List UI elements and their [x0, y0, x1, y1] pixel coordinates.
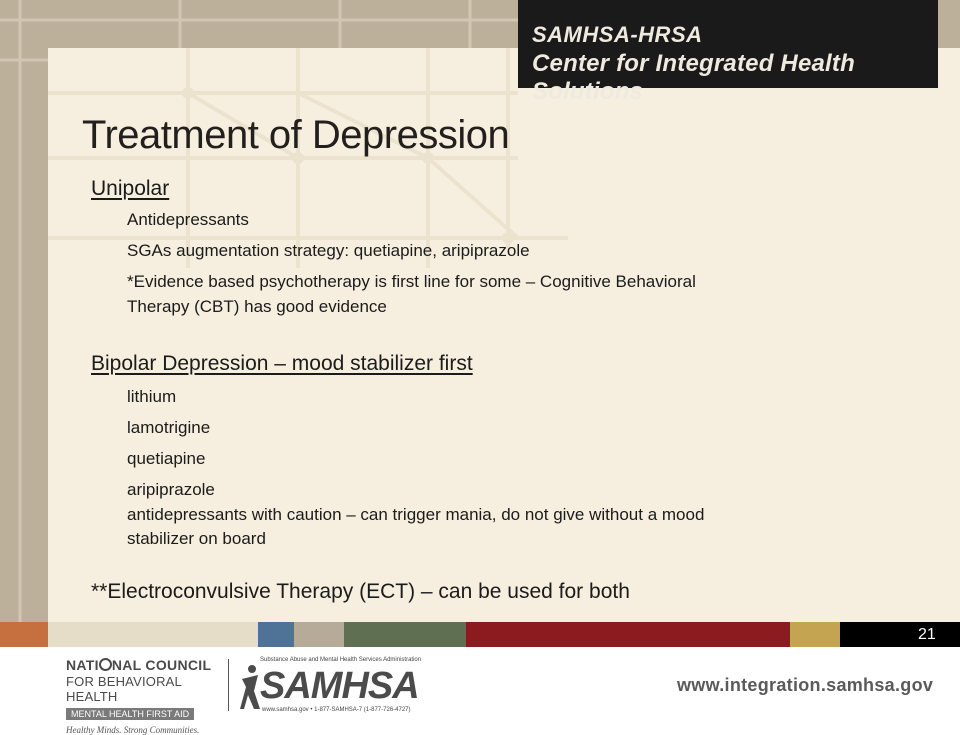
header-org-name: SAMHSA-HRSA: [532, 22, 703, 47]
samhsa-wordmark: SAMHSA: [260, 665, 419, 707]
color-band-segment: [790, 622, 840, 647]
bipolar-item-antidepressants-cont: stabilizer on board: [127, 529, 266, 548]
nc-title-part-b: NAL COUNCIL: [111, 657, 212, 673]
ect-line: **Electroconvulsive Therapy (ECT) – can be used for both: [91, 580, 630, 603]
nc-title-part-a: NATI: [66, 657, 99, 673]
website-url: www.integration.samhsa.gov: [677, 675, 934, 695]
color-band-segment: [258, 622, 294, 647]
bipolar-item-aripiprazole: aripiprazole: [127, 480, 215, 499]
bipolar-item-lamotrigine: lamotrigine: [127, 418, 211, 437]
page-number: 21: [918, 626, 936, 643]
nc-subtitle: FOR BEHAVIORAL HEALTH: [66, 674, 182, 704]
nc-mhfa-badge: MENTAL HEALTH FIRST AID: [66, 708, 194, 720]
unipolar-item-psychotherapy: *Evidence based psychotherapy is first line for some – Cognitive Behavioral: [127, 272, 696, 291]
unipolar-item-antidepressants: Antidepressants: [127, 210, 249, 229]
slide-title: Treatment of Depression: [82, 113, 510, 157]
nc-tagline: Healthy Minds. Strong Communities.: [66, 725, 200, 735]
color-band-segment: [466, 622, 790, 647]
color-band: [0, 622, 960, 647]
samhsa-figure-icon: [240, 657, 260, 713]
color-band-segment: [840, 622, 960, 647]
samhsa-contact: www.samhsa.gov • 1-877-SAMHSA-7 (1-877-726-4727): [262, 707, 411, 713]
footer: [0, 647, 960, 735]
footer-divider: [228, 659, 229, 711]
bipolar-item-lithium: lithium: [127, 387, 177, 406]
header-center-name: Center for Integrated Health Solutions: [532, 50, 855, 105]
national-council-logo: [66, 657, 226, 735]
color-band-segment: [0, 622, 48, 647]
header-banner: [518, 0, 938, 105]
bipolar-item-antidepressants: antidepressants with caution – can trigger mania, do not give without a mood: [127, 505, 705, 524]
samhsa-logo: [240, 657, 440, 713]
color-band-segment: [48, 622, 258, 647]
bipolar-item-quetiapine: quetiapine: [127, 449, 206, 468]
unipolar-heading: Unipolar: [91, 177, 170, 200]
nc-o-circle-icon: [99, 658, 112, 671]
color-band-segment: [294, 622, 344, 647]
bipolar-heading: Bipolar Depression – mood stabilizer first: [91, 352, 473, 375]
color-band-segment: [344, 622, 466, 647]
unipolar-item-psychotherapy-cont: Therapy (CBT) has good evidence: [127, 297, 387, 316]
unipolar-item-sgas: SGAs augmentation strategy: quetiapine, aripiprazole: [127, 241, 530, 260]
samhsa-subtitle: Substance Abuse and Mental Health Services Administration: [260, 657, 422, 663]
